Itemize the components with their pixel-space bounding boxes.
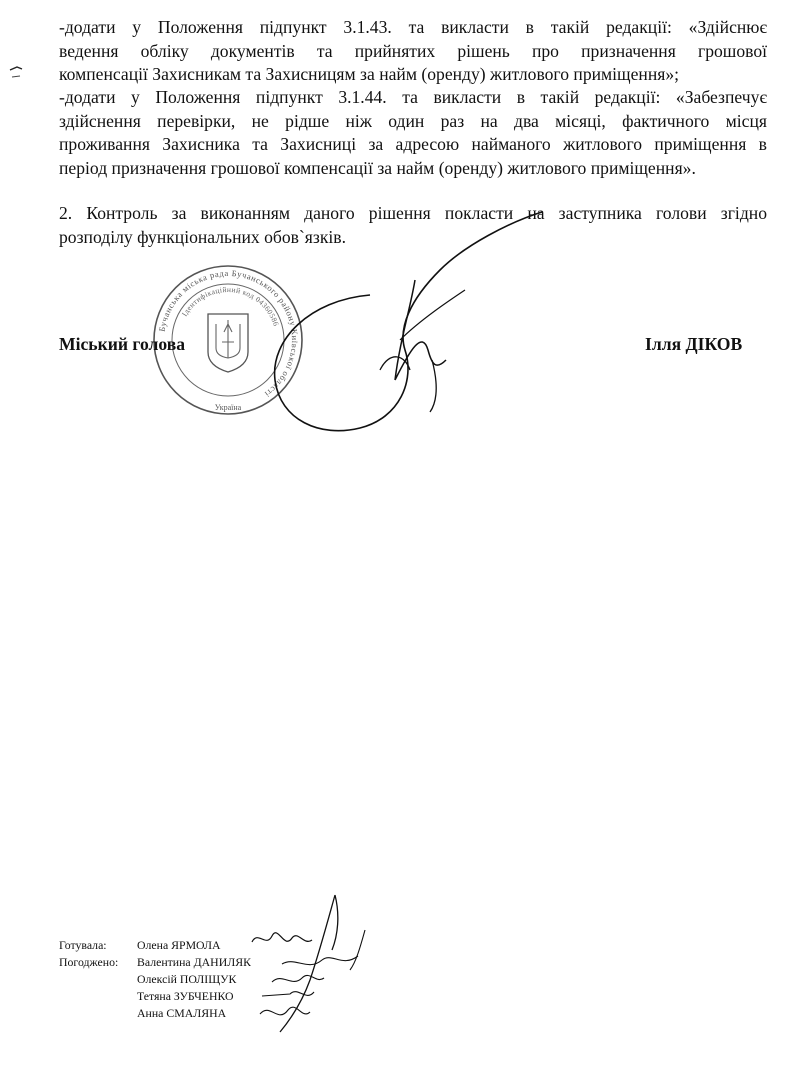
signatory-name: Ілля ДІКОВ	[645, 334, 743, 354]
agreed-label: Погоджено:	[59, 955, 119, 969]
text-line: розподілу функціональних обов`язків.	[59, 226, 346, 247]
stamp-outer-text: Бучанська міська рада Бучанського району Київської області	[156, 267, 301, 400]
coat-of-arms-icon	[208, 314, 248, 372]
paragraph-subpoint-3-1-43	[59, 16, 767, 87]
agreed-name: Тетяна ЗУБЧЕНКО	[137, 989, 234, 1003]
prepared-name: Олена ЯРМОЛА	[137, 938, 221, 952]
agreed-name: Олексій ПОЛІЩУК	[137, 972, 237, 986]
text-line: період призначення грошової компенсації за найм (оренду) житлового приміщення».	[59, 157, 696, 178]
agreed-name: Валентина ДАНИЛЯК	[137, 955, 251, 969]
text-line: компенсації Захисникам та Захисницям за найм (оренду) житлового приміщення»;	[59, 64, 680, 84]
text-line: ведення обліку документів та прийнятих рішень про призначення грошової	[59, 40, 767, 61]
stamp-bottom-text: Україна	[214, 403, 242, 412]
paragraph-subpoint-3-1-44	[59, 86, 767, 180]
stamp-inner-text: Ідентифікаційний код 04360586	[179, 284, 281, 328]
text-line: 2. Контроль за виконанням даного рішення покласти на заступника голови згідно	[59, 203, 767, 223]
approval-signatures	[240, 890, 410, 1040]
agreed-name: Анна СМАЛЯНА	[137, 1006, 227, 1020]
mayor-signature	[250, 200, 550, 450]
signature-position: Міський голова	[59, 334, 186, 354]
text-line: -додати у Положення підпункт 3.1.43. та викласти в такій редакції: «Здійснює	[59, 17, 767, 37]
scan-mark	[8, 62, 28, 86]
text-line: проживання Захисника та Захисниці за адресою найманого житлового приміщення в	[59, 134, 767, 154]
text-line: здійснення перевірки, не рідше ніж один раз на два місяці, фактичного місця	[59, 110, 767, 131]
prepared-label: Готувала:	[59, 938, 107, 952]
text-line: -додати у Положення підпункт 3.1.44. та викласти в такій редакції: «Забезпечує	[59, 87, 767, 107]
